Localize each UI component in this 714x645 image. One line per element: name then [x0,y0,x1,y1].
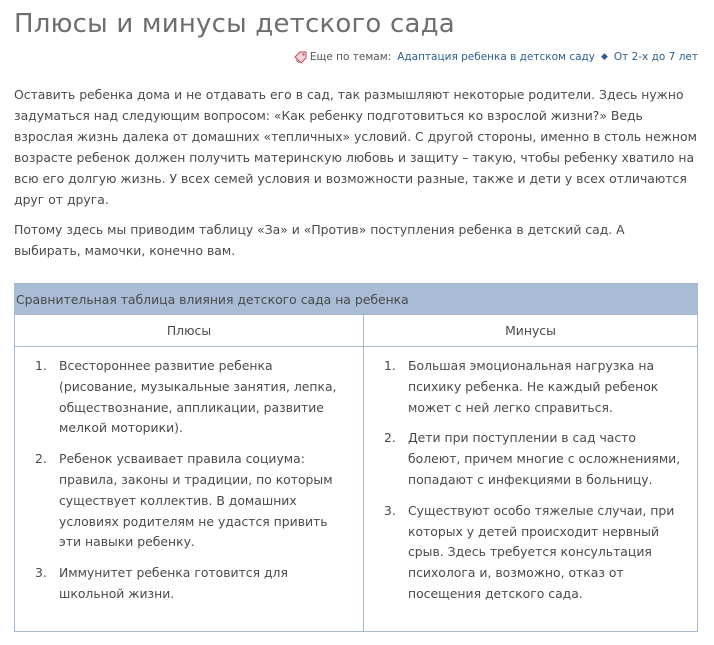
list-item: Существуют особо тяжелые случаи, при которых у детей происходит нервный срыв. Здесь требуется консультация психолога и, возможно, отказ от посещения детского сада. [408,502,675,601]
pros-list [15,347,363,605]
comparison-table [14,283,698,632]
table-caption: Сравнительная таблица влияния детского сада на ребенка [15,284,698,315]
cons-list [364,347,697,605]
pros-header: Плюсы [15,315,364,347]
list-item: Ребенок усваивает правила социума: правила, законы и традиции, по которым существует коллектив. В домашних условиях родителям не удастся привить эти навыки ребенку. [59,451,333,550]
related-topics [294,50,698,64]
topic-link-age[interactable]: От 2-х до 7 лет [613,51,698,63]
cons-header: Минусы [364,315,698,347]
list-item: Иммунитет ребенка готовится для школьной жизни. [59,565,288,601]
second-paragraph: Потому здесь мы приводим таблицу «За» и «Против» поступления ребенка в детский сад. А выбирать, мамочки, конечно вам. [14,222,625,258]
topic-link-adaptation[interactable]: Адаптация ребенка в детском саду [397,51,595,63]
tag-icon [294,51,308,65]
list-item: Дети при поступлении в сад часто болеют, причем многие с осложнениями, попадают с инфекциями в больницу. [408,430,681,487]
page-title: Плюсы и минусы детского сада [14,9,455,39]
pros-cell [15,347,364,632]
topics-label: Еще по темам: [309,51,392,63]
list-item: Большая эмоциональная нагрузка на психику ребенка. Не каждый ребенок может с ней легко справиться. [408,358,659,415]
cons-cell [364,347,698,632]
list-item: Всестороннее развитие ребенка (рисование, музыкальные занятия, лепка, обществознание, аппликации, развитие мелкой моторики). [59,358,337,436]
bullet-separator: ◆ [601,52,608,62]
intro-paragraph: Оставить ребенка дома и не отдавать его в сад, так размышляют некоторые родители. Здесь нужно задуматься над следующим вопросом: «Как ребенку подготовиться ко взрослой жизни?» Ведь взрослая жизнь далека от домашних «тепличных» условий. С другой стороны, именно в столь нежном возрасте ребенок должен получить материнскую любовь и защиту – такую, чтобы ребенку хватило на всю его долгую жизнь. У всех семей условия и возможности разные, также и дети у всех отличаются друг от друга. [14,87,697,207]
